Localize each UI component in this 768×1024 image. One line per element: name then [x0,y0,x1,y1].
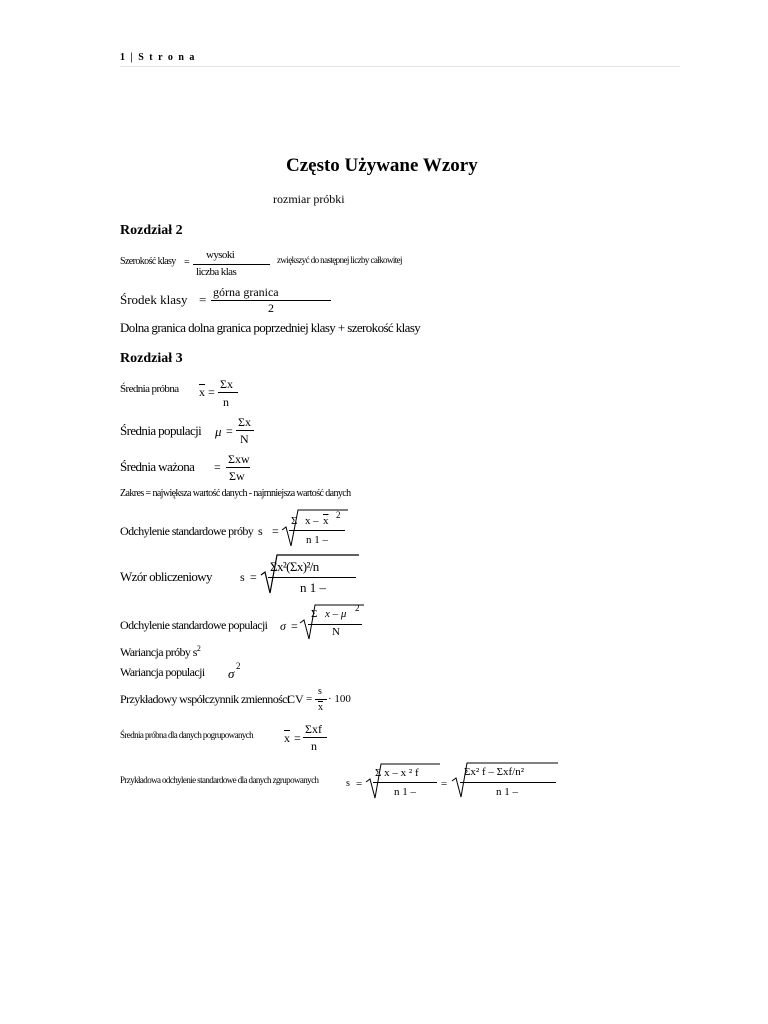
cv-tail: · 100 [328,693,351,705]
cv-lhs: CV [287,692,304,706]
computational-label: Wzór obliczeniowy [120,569,212,584]
sample-mean-bar [218,392,238,393]
grouped-sd-left-den: n 1 – [394,786,416,798]
weighted-mean-eq: = [214,460,221,474]
document-title: Często Używane Wzory [286,155,478,176]
sample-mean-den: n [223,395,229,409]
population-sd-exp: 2 [355,603,360,613]
grouped-sd-eq2: = [441,778,448,790]
page-header: 1 | S t r o n a [120,52,196,63]
range-text: Zakres = największa wartość danych - najmniejsza wartość danych [120,488,351,499]
class-mid-denominator: 2 [268,301,274,315]
class-width-fraction-bar [193,264,270,265]
computational-bar [268,577,356,578]
sample-variance-exp: 2 [196,644,201,653]
class-width-numerator: wysoki [206,249,235,261]
population-sd-sigma-sym: σ [280,619,286,633]
population-mean-num: Σx [238,415,251,429]
cv-num: s [318,686,322,697]
population-sd-bar [308,624,362,625]
grouped-sd-label: Przykładowa odchylenie standardowe dla danych zgrupowanych [120,775,319,785]
class-width-denominator: liczba klas [196,266,237,278]
grouped-mean-label: Średnia próbna dla danych pogrupowanych [120,730,254,740]
grouped-mean-bar [303,737,327,738]
sample-variance [120,645,200,658]
sample-sd-x: x [305,515,311,527]
class-width-note: zwiększyć do następnej liczby całkowitej [277,255,402,265]
sample-mean-label: Średnia próbna [120,383,179,395]
grouped-sd-left-num: Σ x – x ² f [375,767,419,779]
population-mean-mu: μ [215,424,222,439]
population-sd-den: N [332,626,340,638]
grouped-sd-right-num: Σx² f – Σxf/n² [464,766,525,778]
section-3-heading: Rozdział 3 [120,351,183,366]
class-mid-eq: = [199,292,207,307]
class-width-label: Szerokość klasy [120,256,176,267]
grouped-sd-s: s [346,778,350,789]
sample-sd-sigma: Σ [291,515,298,527]
sample-sd-minus: – [313,515,319,527]
grouped-sd-right-bar [460,782,556,783]
document-subtitle: rozmiar próbki [273,192,345,206]
population-sd-eq: = [291,619,298,633]
weighted-mean-den: Σw [229,469,245,483]
grouped-sd-eq: = [356,778,363,790]
lower-bound-text: Dolna granica dolna granica poprzedniej klasy + szerokość klasy [120,320,421,335]
sample-sd-label: Odchylenie standardowe próby [120,524,254,538]
sample-sd-eq: = [272,524,279,538]
population-mean-eq: = [226,424,233,438]
grouped-sd-left-bar [373,782,437,783]
weighted-mean-label: Średnia ważona [120,459,195,474]
population-variance-label: Wariancja populacji [120,665,205,679]
computational-den: n 1 – [300,580,326,595]
population-mean-label: Średnia populacji [120,423,202,438]
population-mean-bar [236,430,254,431]
grouped-mean-num: Σxf [305,722,322,736]
grouped-mean-eq: = [294,731,301,745]
population-sd-sum: Σ [311,608,318,620]
class-mid-label: Środek klasy [120,292,188,307]
computational-num: Σx²(Σx)²/n [270,559,319,574]
section-2-heading: Rozdział 2 [120,223,183,238]
sample-mean-num: Σx [220,377,233,391]
sample-sd-s: s [258,524,263,538]
grouped-sd-right-den: n 1 – [496,786,518,798]
population-variance-sym: σ [228,666,235,681]
class-width-eq: = [184,257,190,268]
grouped-mean-den: n [311,739,317,753]
population-sd-expr: x – μ [325,608,347,620]
sample-sd-xbar: $\overline{x}$ [323,515,329,527]
sample-sd-den: n 1 – [306,534,328,546]
sample-sd-exp: 2 [336,510,341,520]
cv-bar [315,699,327,700]
sample-sd-bar [289,530,345,531]
population-sd-label: Odchylenie standardowe populacji [120,618,268,632]
weighted-mean-num: Σxw [228,452,250,466]
class-mid-numerator: górna granica [213,285,279,299]
grouped-mean-xbar: $\overline{x}$ [284,731,290,745]
cv-eq: = [306,693,313,705]
sample-mean-xbar: $\overline{x}$ [199,385,205,399]
sample-mean-eq: = [208,385,215,399]
cv-den: $\overline{x}$ [318,702,323,713]
header-divider [120,66,680,67]
weighted-mean-bar [226,467,250,468]
population-mean-den: N [240,432,249,446]
sample-variance-label: Wariancja próby s [120,645,197,659]
cv-label: Przykładowy współczynnik zmienności [120,692,290,706]
computational-s: s [240,570,245,584]
computational-eq: = [250,570,257,584]
population-variance-exp: 2 [236,661,241,671]
